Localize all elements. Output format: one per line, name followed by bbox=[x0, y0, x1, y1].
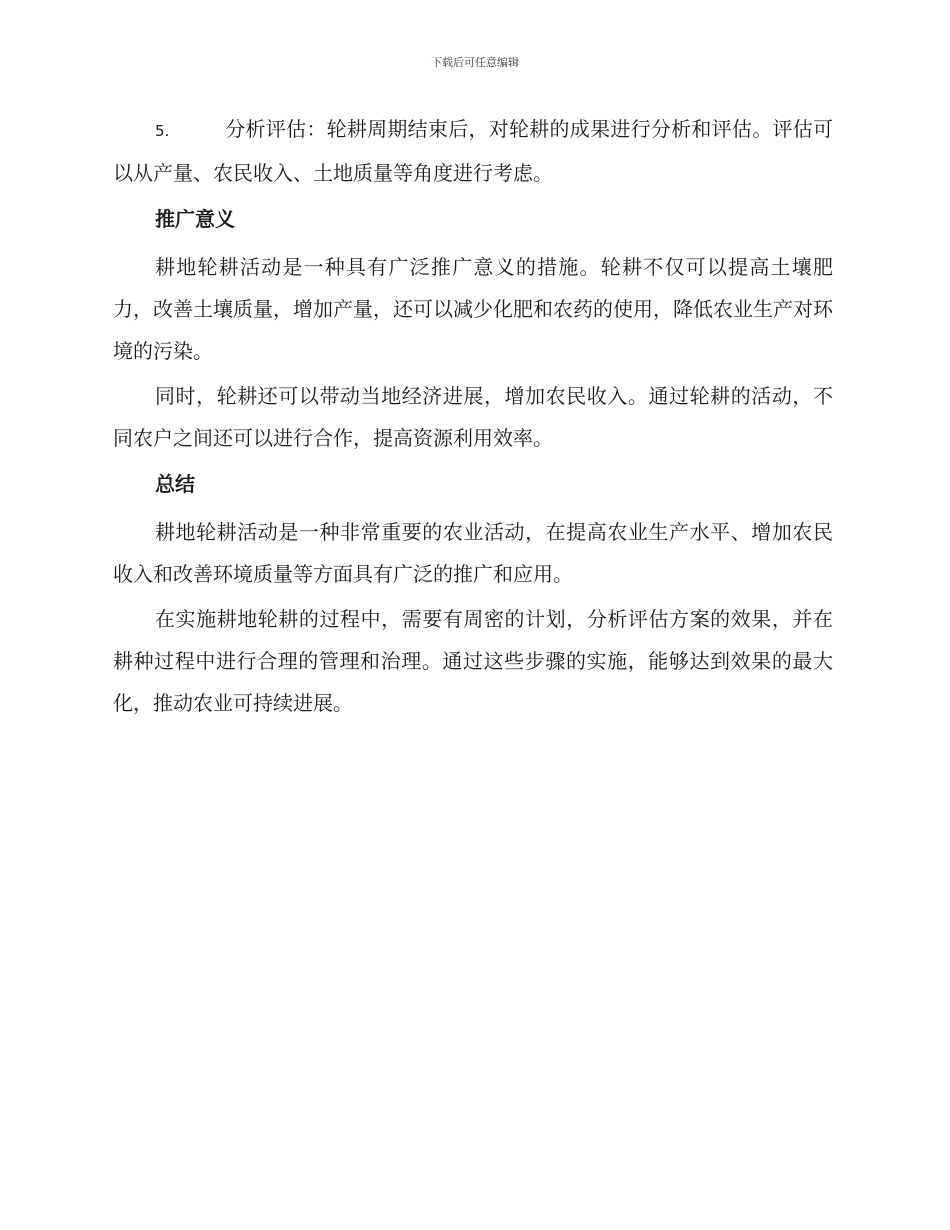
paragraph-summary-1: 耕地轮耕活动是一种非常重要的农业活动，在提高农业生产水平、增加农民收入和改善环境质量等方面具有广泛的推广和应用。 bbox=[113, 520, 833, 586]
list-item-number: 5. bbox=[155, 122, 170, 140]
document-body bbox=[113, 108, 833, 727]
section-heading-summary: 总结 bbox=[155, 472, 195, 496]
list-item-text: 分析评估：轮耕周期结束后，对轮耕的成果进行分析和评估。评估可以从产量、农民收入、土地质量等角度进行考虑。 bbox=[113, 117, 833, 185]
paragraph-promotion-1: 耕地轮耕活动是一种具有广泛推广意义的措施。轮耕不仅可以提高土壤肥力，改善土壤质量，增加产量，还可以减少化肥和农药的使用，降低农业生产对环境的污染。 bbox=[113, 255, 833, 363]
section-heading-promotion: 推广意义 bbox=[155, 207, 235, 231]
paragraph-summary-2: 在实施耕地轮耕的过程中，需要有周密的计划，分析评估方案的效果，并在耕种过程中进行合理的管理和治理。通过这些步骤的实施，能够达到效果的最大化，推动农业可持续进展。 bbox=[113, 607, 833, 715]
list-item-step-5 bbox=[113, 108, 833, 194]
paragraph-promotion-2: 同时，轮耕还可以带动当地经济进展，增加农民收入。通过轮耕的活动，不同农户之间还可以进行合作，提高资源利用效率。 bbox=[113, 384, 833, 450]
page-header: 下载后可任意编辑 bbox=[431, 56, 519, 69]
